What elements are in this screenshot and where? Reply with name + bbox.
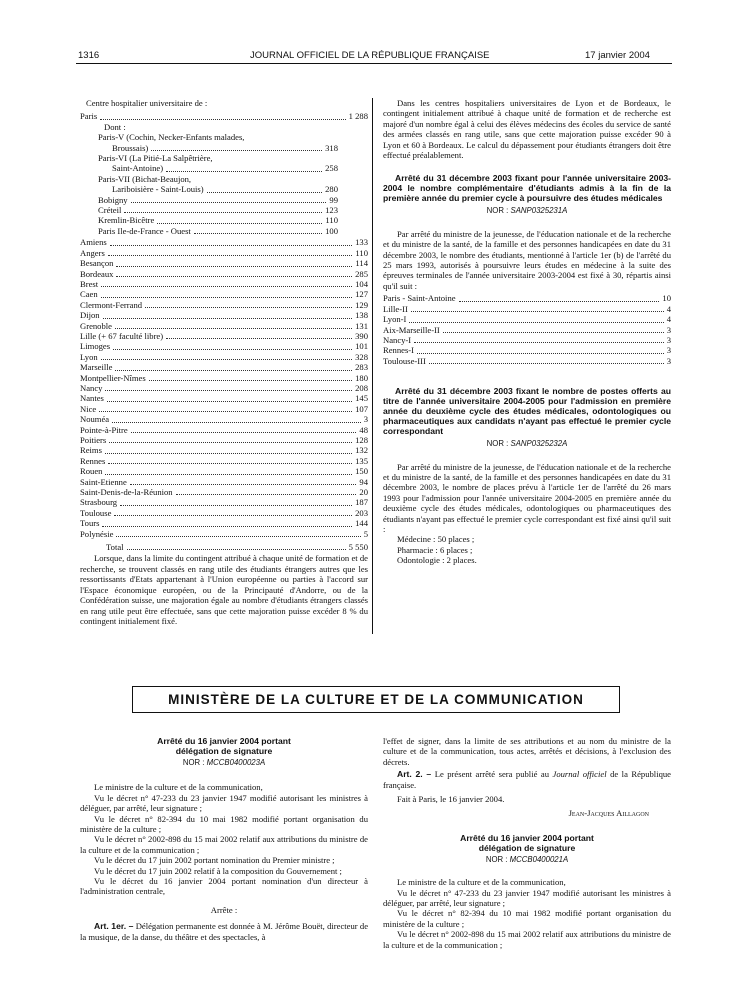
item-value: 132 [355,445,368,456]
item-value: 4 [666,314,671,325]
nor-2 [383,439,671,449]
list-item [80,248,368,258]
ministry-banner-text: MINISTÈRE DE LA CULTURE ET DE LA COMMUNICATION [168,692,584,707]
item-name: Toulouse [80,507,112,518]
item-name: Angers [80,247,105,258]
list-item [80,497,368,507]
list-item [80,237,368,247]
journal-title: JOURNAL OFFICIEL DE LA RÉPUBLIQUE FRANÇAISE [250,50,490,61]
culture-nor-1-code: MCCB0400023A [206,758,266,767]
chu-intro: Centre hospitalier universitaire de : [86,98,208,108]
decree-title-2: Arrêté du 31 décembre 2003 fixant le nombre de postes offerts au titre de l'année universitaire 2004-2005 pour l'admission en première année du deuxième cycle des études médicales, odontologiques ou pharmaceutiques aux candidats n'ayant pas effectué le premier cycle correspondant [383,386,671,437]
item-value: 48 [359,424,368,435]
item-name: Lille-II [383,303,408,314]
item-name: Nancy-I [383,334,412,345]
city-list [80,237,368,539]
list-item [383,325,671,335]
article-1 [80,921,368,942]
article-2-text-b: de la République française. [383,769,671,790]
total-label: Total [106,542,124,553]
sub-item-line2: Broussais) [112,142,149,153]
culture-decree-title-2: Arrêté du 16 janvier 2004 portant délégation de signature [460,832,594,853]
decree-paragraph: Vu le décret du 16 janvier 2004 portant nomination d'un directeur à l'administration centrale, [80,876,368,897]
decree-paragraph: Vu le décret n° 47-233 du 23 janvier 1947 modifié autorisant les ministres à déléguer, par arrêté, leur signature ; [383,887,671,909]
place-item: Pharmacie : 6 places ; [397,544,473,555]
sub-item [98,163,338,173]
sub-item-value: 258 [325,163,338,174]
item-value: 283 [355,362,368,373]
culture-decree-2-body [383,877,671,950]
item-value: 390 [355,330,368,341]
page-number: 1316 [78,50,100,61]
closing-paragraph: Lorsque, dans la limite du contingent attribué à chaque unité de formation et de recherche, se trouvent classés en rang utile des étudiants étrangers autres que les ressortissants d'Etats appartenant à l'Union européenne ou parties à l'accord sur l'Espace économique européen, ou de la Principauté d'Andorre, ou de la Confédération suisse, une majoration égale au nombre d'étudiants étrangers classés en rang utile peut être effectuée, sans que cette majoration puisse excéder 8 % du contingent initialement fixé. [80,553,368,626]
item-name: Amiens [80,237,107,248]
article-2-text-a: Le présent arrêté sera publié au [434,769,553,780]
list-item [80,456,368,466]
item-value: 94 [359,476,368,487]
article-2-label: Art. 2. – [397,769,432,780]
culture-nor-1-label: NOR : [182,758,205,767]
item-value: 110 [355,247,368,258]
list-item [80,414,368,424]
article-2 [383,769,671,790]
item-name: Dijon [80,310,100,321]
item-value: 3 [666,345,671,356]
decree-paragraph: Vu le décret n° 82-394 du 10 mai 1982 modifié portant organisation du ministère de la culture ; [80,813,368,835]
decree-paragraph: Le ministre de la culture et de la communication, [397,877,566,888]
list-item [98,226,338,236]
item-name: Polynésie [80,528,114,539]
culture-nor-1 [80,758,368,768]
item-value: 3 [363,414,368,425]
list-item [80,362,368,372]
decree-paragraph: Vu le décret n° 2002-898 du 15 mai 2002 relatif aux attributions du ministre de la culture et de la communication ; [80,834,368,855]
decree-paragraph: Vu le décret n° 82-394 du 10 mai 1982 modifié portant organisation du ministère de la culture ; [383,908,671,929]
item-name: Créteil [98,205,122,216]
item-value: 133 [355,237,368,248]
item-name: Kremlin-Bicêtre [98,215,155,226]
allocation-list [383,293,671,366]
item-name: Poitiers [80,435,107,445]
item-value: 114 [355,258,368,269]
item-value: 100 [325,225,338,236]
list-item [80,445,368,455]
item-name: Besançon [80,258,114,269]
header-rule [76,63,672,64]
list-item [80,341,368,351]
list-item [98,195,338,205]
item-name: Rennes [80,455,106,466]
sub-item [98,143,338,153]
right-column [383,98,671,566]
sub-item-value: 318 [325,142,338,153]
item-value: 5 [363,528,368,539]
nor-2-label: NOR : [486,439,509,449]
item-name: Rouen [80,466,103,477]
item-value: 4 [666,303,671,314]
item-name: Clermont-Ferrand [80,299,143,310]
nor-1-code: SANP0325231A [510,206,568,216]
item-name: Paris Ile-de-France - Ouest [98,225,191,236]
list-item [80,477,368,487]
decree-paragraph: Vu le décret du 17 juin 2002 portant nomination du Premier ministre ; [94,855,335,866]
sub-item-line1: Paris-VII (Bichat-Beaujon, [98,173,192,184]
sub-item-line2: Lariboisière - Saint-Louis) [112,184,204,195]
list-item [80,289,368,299]
item-value: 138 [355,310,368,321]
item-value: 180 [355,372,368,383]
item-name: Reims [80,445,102,456]
place-item: Odontologie : 2 places. [397,555,477,566]
list-item [383,345,671,355]
article-1-continued: l'effet de signer, dans la limite de ses attributions et au nom du ministre de la culture et de la communication, tous actes, arrêtés et décisions, à l'exclusion des décrets. [383,736,671,767]
decree-title-1: Arrêté du 31 décembre 2003 fixant pour l'année universitaire 2003-2004 le nombre complémentaire d'étudiants admis à la fin de la première année du premier cycle à poursuivre des études médicales [383,173,671,204]
places-list [383,534,671,565]
culture-nor-2 [383,855,671,865]
item-value: 3 [666,324,671,335]
item-value: 129 [355,299,368,310]
signature-date: Fait à Paris, le 16 janvier 2004. [397,794,505,805]
item-name: Brest [80,278,99,289]
item-value: 285 [355,268,368,279]
item-name: Limoges [80,341,111,352]
item-name: Tours [80,518,100,529]
culture-nor-2-label: NOR : [485,854,508,864]
item-name: Nantes [80,393,104,404]
list-item [80,331,368,341]
article-1-label: Art. 1er. – [94,921,134,932]
item-name: Lille (+ 67 faculté libre) [80,330,164,341]
list-item [80,529,368,539]
list-item [98,205,338,215]
item-value: 123 [325,205,338,216]
list-item [80,425,368,435]
bottom-left-column [80,736,368,942]
list-item [80,487,368,497]
list-item [80,352,368,362]
item-value: 20 [359,487,368,498]
nor-1 [383,206,671,216]
list-item [80,393,368,403]
item-name: Lyon [80,351,98,362]
right-intro: Dans les centres hospitaliers universitaires de Lyon et de Bordeaux, le contingent initialement attribué à chaque unité de formation et de recherche est majoré d'un nombre égal à celui des élèves médecins des écoles du service de santé des armées classés en rang utile, sans que cette majoration puisse excéder 90 à Lyon et 60 à Bordeaux. Le calcul du dépassement pour étudiants étrangers doit être effectué préalablement. [383,98,671,161]
item-name: Nancy [80,382,103,393]
sub-item-value: 280 [325,184,338,195]
item-value: 128 [355,435,368,445]
item-name: Marseille [80,362,113,373]
item-value: 208 [355,382,368,393]
decree-paragraph: Le ministre de la culture et de la communication, [94,782,263,793]
paris-total: 1 288 [348,111,368,122]
list-item [80,373,368,383]
item-value: 99 [329,194,338,205]
item-value: 101 [355,341,368,352]
item-name: Bobigny [98,194,128,205]
item-value: 107 [355,403,368,414]
item-value: 127 [355,289,368,300]
decree-paragraph: Vu le décret du 17 juin 2002 relatif à la composition du Gouvernement ; [94,865,342,876]
sub-item-line2: Saint-Antoine) [112,163,164,174]
list-item [383,304,671,314]
issue-date: 17 janvier 2004 [585,50,650,61]
dont-label: Dont : [104,121,126,132]
item-name: Bordeaux [80,268,114,279]
bottom-right-column [383,736,671,950]
paris-sub-list [80,132,338,236]
place-item: Médecine : 50 places ; [397,534,475,545]
column-divider [372,98,373,634]
list-item [383,293,671,303]
culture-nor-2-code: MCCB0400021A [509,854,569,864]
sub-item-line1: Paris-V (Cochin, Necker-Enfants malades, [98,132,245,143]
article-1-text: Délégation permanente est donnée à M. Jérôme Bouët, directeur de la musique, de la danse, du théâtre et des spectacles, à [80,921,369,942]
total-row [80,542,368,552]
item-name: Saint-Etienne [80,476,127,487]
left-column [80,98,368,626]
list-item [383,335,671,345]
list-item [80,383,368,393]
list-item [80,300,368,310]
sub-item [98,184,338,194]
item-name: Toulouse-III [383,355,426,366]
item-name: Pointe-à-Pitre [80,424,128,435]
item-value: 10 [662,293,671,304]
decree-paragraph: Vu le décret n° 47-233 du 23 janvier 1947 modifié autorisant les ministres à déléguer, par arrêté, leur signature ; [80,792,368,814]
list-item [80,435,368,445]
list-item [383,356,671,366]
list-item [80,404,368,414]
item-value: 104 [355,278,368,289]
list-item [80,258,368,268]
ministry-banner [132,686,620,713]
item-name: Montpellier-Nîmes [80,372,146,383]
paris-name: Paris [80,111,98,122]
culture-decree-1-body [80,782,368,896]
item-name: Strasbourg [80,497,118,508]
item-name: Grenoble [80,320,112,331]
item-value: 145 [355,393,368,404]
item-value: 135 [355,455,368,466]
item-value: 144 [355,518,368,529]
paris-row [80,111,368,121]
total-value: 5 550 [348,542,368,553]
decree-body-2: Par arrêté du ministre de la jeunesse, de l'éducation nationale et de la recherche et du ministre de la santé, de la famille et des personnes handicapées en date du 31 décembre 2003, le nombre de places prévu à l'article 1er de l'arrêté du 26 mars 1993 pour l'admission pour l'année universitaire 2004-2005 en première année du deuxième cycle des études médicales, odontologiques ou pharmaceutiques des étudiants n'ayant pas effectué le premier cycle correspondant est fixé ainsi qu'il suit : [383,461,671,534]
culture-decree-title-1: Arrêté du 16 janvier 2004 portant délégation de signature [157,736,291,756]
item-name: Paris - Saint-Antoine [383,293,456,304]
item-name: Nice [80,403,97,414]
list-item [80,279,368,289]
item-value: 203 [355,507,368,518]
nor-1-label: NOR : [486,206,509,216]
item-name: Rennes-I [383,345,415,356]
decree-paragraph: Vu le décret n° 2002-898 du 15 mai 2002 relatif aux attributions du ministre de la culture et de la communication ; [383,929,671,950]
list-item [80,508,368,518]
item-name: Caen [80,289,98,300]
list-item [383,314,671,324]
list-item [98,215,338,225]
arrete-label: Arrête : [210,904,238,915]
list-item [80,518,368,528]
list-item [80,310,368,320]
item-value: 187 [355,497,368,508]
item-name: Nouméa [80,414,110,425]
signatory: Jean-Jacques Aillagon [568,808,649,819]
item-name: Aix-Marseille-II [383,324,440,335]
decree-body-1: Par arrêté du ministre de la jeunesse, de l'éducation nationale et de la recherche et du ministre de la santé, de la famille et des personnes handicapées en date du 31 décembre 2003, le nombre des étudiants, mentionné à l'article 1er (b) de l'arrêté du 25 mars 1993, autorisés à poursuivre leurs études en médecine à la suite des épreuves terminales de l'année universitaire 2003-2004 est fixé à 30, répartis ainsi qu'il suit : [383,228,671,291]
item-value: 150 [355,466,368,477]
article-2-journal: Journal officiel [552,769,607,780]
sub-item-line1: Paris-VI (La Pitié-La Salpêtrière, [98,153,213,164]
list-item [80,466,368,476]
item-name: Saint-Denis-de-la-Réunion [80,487,173,498]
item-value: 110 [325,215,338,226]
item-value: 3 [666,355,671,366]
item-name: Lyon-I [383,314,407,325]
list-item [80,321,368,331]
item-value: 3 [666,334,671,345]
item-value: 131 [355,320,368,331]
item-value: 328 [355,351,368,362]
list-item [80,269,368,279]
nor-2-code: SANP0325232A [510,439,568,449]
